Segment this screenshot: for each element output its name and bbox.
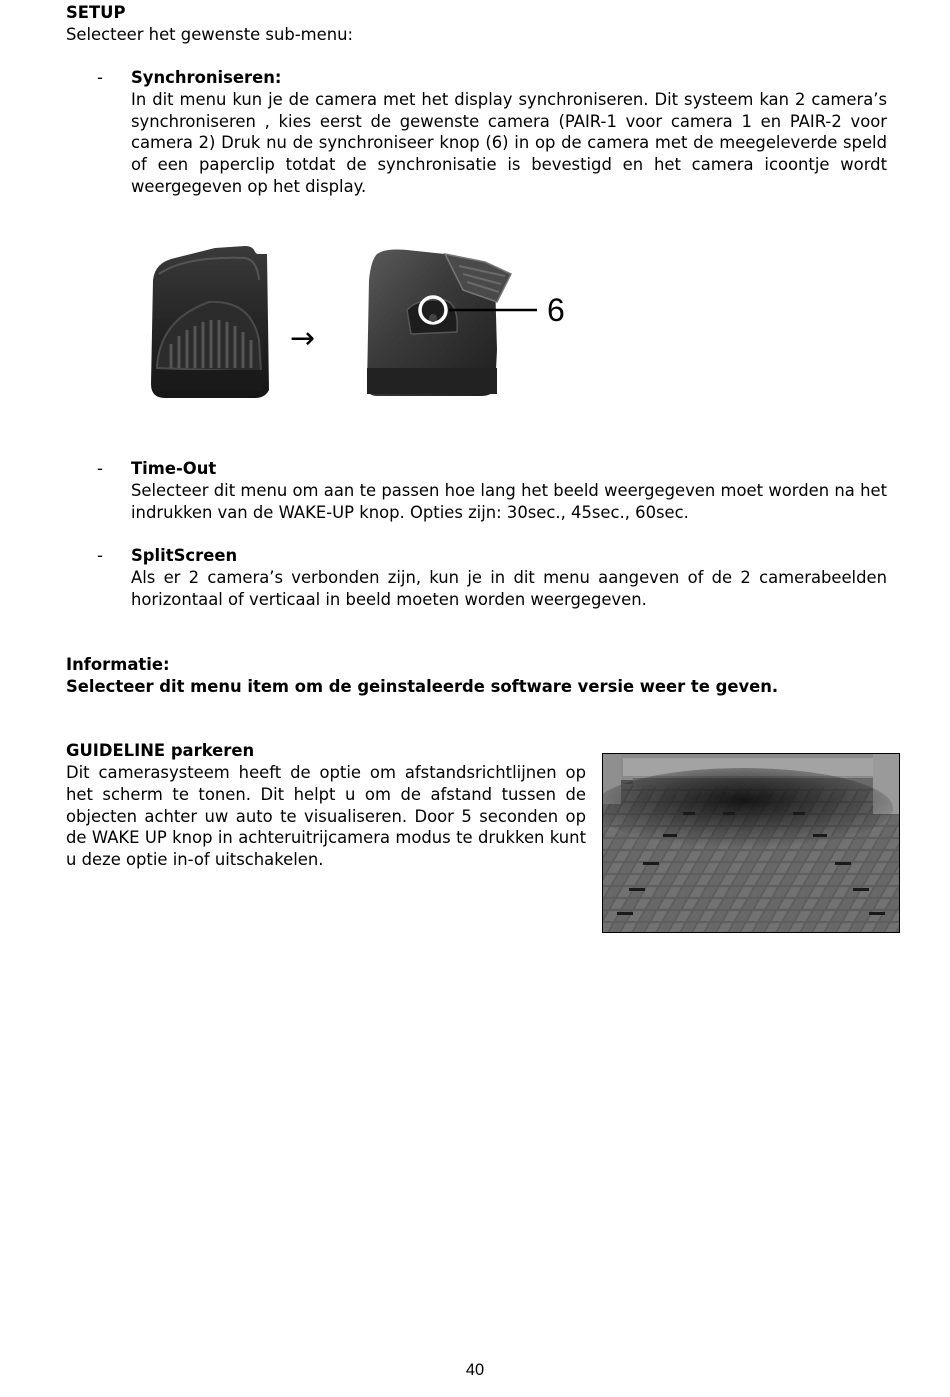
rear-camera-view-image bbox=[602, 753, 900, 933]
item-description: In dit menu kun je de camera met het display synchroniseren. Dit systeem kan 2 camera’s synchroniseren , kies eerst de gewenste camera (PAIR-1 voor camera 1 en PAIR-2 voor camera 2) Druk nu de synchroniseer knop (6) in op de camera met de meegeleverde speld of een paperclip totdat de synchronisatie is bevestigd en het camera icoontje wordt weergegeven op het display. bbox=[131, 89, 887, 196]
bullet-dash: - bbox=[97, 68, 103, 87]
menu-item-splitscreen bbox=[131, 545, 887, 610]
menu-item-synchroniseren bbox=[131, 67, 887, 198]
item-description: Als er 2 camera’s verbonden zijn, kun je in dit menu aangeven of de 2 camerabeelden horizontaal of verticaal in beeld moeten worden weergegeven. bbox=[131, 567, 887, 609]
section-title-informatie: Informatie: bbox=[66, 655, 170, 674]
arrow-icon: → bbox=[290, 321, 316, 356]
bullet-dash: - bbox=[97, 546, 103, 565]
bullet-dash: - bbox=[97, 459, 103, 478]
item-description: Selecteer dit menu om aan te passen hoe lang het beeld weergegeven moet worden na het indrukken van de WAKE-UP knop. Opties zijn: 30sec., 45sec., 60sec. bbox=[131, 480, 887, 522]
item-title: Time-Out bbox=[131, 459, 217, 478]
camera-sync-figure bbox=[145, 240, 585, 405]
guideline-text: Dit camerasysteem heeft de optie om afstandsrichtlijnen op het scherm te tonen. Dit helpt u om de afstand tussen de objecten achter uw auto te visualiseren. Door 5 seconden op de WAKE UP knop in achteruitrijcamera modus te drukken kunt u deze optie in-of uitschakelen. bbox=[66, 763, 586, 870]
page-number: 40 bbox=[465, 1361, 485, 1379]
section-title-guideline: GUIDELINE parkeren bbox=[66, 741, 255, 760]
item-title: SplitScreen bbox=[131, 546, 238, 565]
menu-item-time-out bbox=[131, 458, 887, 523]
informatie-text: Selecteer dit menu item om de geinstaleerde software versie weer te geven. bbox=[66, 677, 779, 696]
camera-rear-image bbox=[367, 250, 537, 397]
callout-number: 6 bbox=[547, 292, 565, 328]
setup-intro: Selecteer het gewenste sub-menu: bbox=[66, 25, 354, 44]
item-title: Synchroniseren: bbox=[131, 68, 282, 87]
section-title-setup: SETUP bbox=[66, 3, 126, 22]
camera-front-image bbox=[151, 246, 269, 398]
